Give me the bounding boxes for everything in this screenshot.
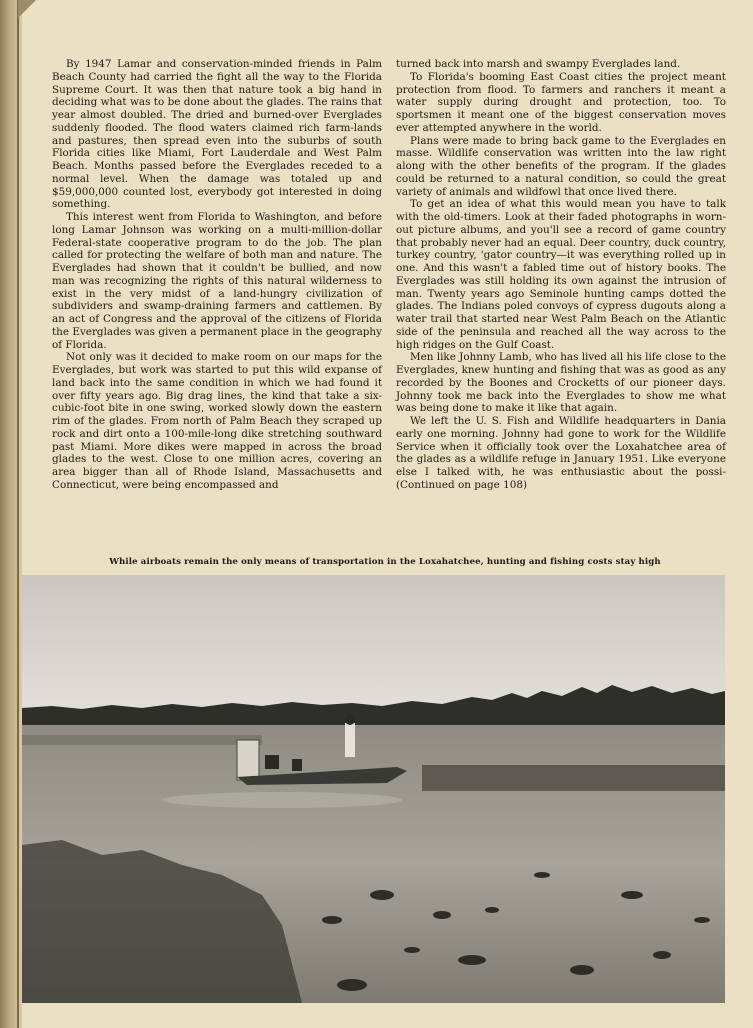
- paragraph: turned back into marsh and swampy Everglades land.: [396, 58, 681, 70]
- marsh-band: [422, 765, 725, 791]
- airboat-photo: [22, 575, 725, 1003]
- photo-caption: While airboats remain the only means of transportation in the Loxahatchee, hunting and fishing costs stay high: [109, 557, 661, 567]
- paragraph: We left the U. S. Fish and Wildlife headquarters in Dania early one morning. Johnny had gone to work for the Wildlife Service when it officially took over the Loxahatchee area of the glades as a wildlife refuge in January 1951. Like everyone else I talked with, he was enthusiastic about the possi- (Continued on page 108): [396, 415, 726, 491]
- paragraph: To get an idea of what this would mean you have to talk with the old-timers. Look at their faded photographs in worn-out picture albums, and you'll see a record of game country that probably never had an equal. Deer country, duck country, turkey country, 'gator country—it was everything rolled up in one. And this wasn't a fabled time out of history books. The Everglades was still holding its own against the intrusion of man. Twenty years ago Seminole hunting camps dotted the glades. The Indians poled convoys of cypress dugouts along a water trail that started near West Palm Beach on the Atlantic side of the peninsula and reached all the way across to the high ridges on the Gulf Coast.: [396, 198, 726, 351]
- article-left-column: [52, 58, 382, 492]
- boat-wake: [162, 792, 402, 808]
- binding-crease: [17, 0, 19, 1028]
- paragraph: To Florida's booming East Coast cities the project meant protection from flood. To farmers and ranchers it meant a water supply during drought and protection, too. To sportsmen it meant one of the biggest conservation moves ever attempted anywhere in the world.: [396, 70, 726, 134]
- page-corner-fold: [18, 0, 36, 18]
- paragraph: By 1947 Lamar and conservation-minded friends in Palm Beach County had carried the fight all the way to the Florida Supreme Court. It was then that nature took a big hand in deciding what was to be done about the glades. The rains that year almost doubled. The dried and burned-over Everglades suddenly flooded. The flood waters claimed rich farm-lands and pastures, then spread even into the suburbs of south Florida cities like Miami, Fort Lauderdale and West Palm Beach. Months passed before the Everglades receded to a normal level. When the damage was totaled up and $59,000,000 counted lost, everybody got interested in doing something.: [52, 58, 382, 211]
- article-right-column: [396, 58, 726, 492]
- paragraph: This interest went from Florida to Washington, and before long Lamar Johnson was working on a multi-million-dollar Federal-state cooperative program to do the job. The plan called for protecting the welfare of both man and nature. The Everglades had shown that it couldn't be bullied, and now man was recognizing the rights of this natural wilderness to exist in the very midst of a land-hungry civilization of subdividers and swamp-draining farmers and cattlemen. By an act of Congress and the approval of the citizens of Florida the Everglades was given a permanent place in the geography of Florida.: [52, 211, 382, 351]
- paragraph: Plans were made to bring back game to the Everglades en masse. Wildlife conservation was written into the law right along with the other benefits of the program. If the glades could be returned to a natural condition, so could the great variety of animals and wildfowl that once lived there.: [396, 134, 726, 198]
- photo-illustration: [22, 575, 725, 1003]
- paragraph: Not only was it decided to make room on our maps for the Everglades, but work was started to put this wild expanse of land back into the same condition in which we had found it over fifty years ago. Big drag lines, the kind that take a six-cubic-foot bite in one swing, worked slowly down the eastern rim of the glades. From north of Palm Beach they scraped up rock and dirt onto a 100-mile-long dike stretching southward past Miami. More dikes were mapped in across the broad glades to the west. Close to one million acres, covering an area bigger than all of Rhode Island, Massachusetts and Connecticut, were being encompassed and: [52, 351, 382, 491]
- paragraph: Men like Johnny Lamb, who has lived all his life close to the Everglades, knew hunting and fishing that was as good as any recorded by the Boones and Crocketts of our pioneer days. Johnny took me back into the Everglades to show me what was being done to make it like that again.: [396, 351, 727, 415]
- marsh-band: [22, 735, 262, 745]
